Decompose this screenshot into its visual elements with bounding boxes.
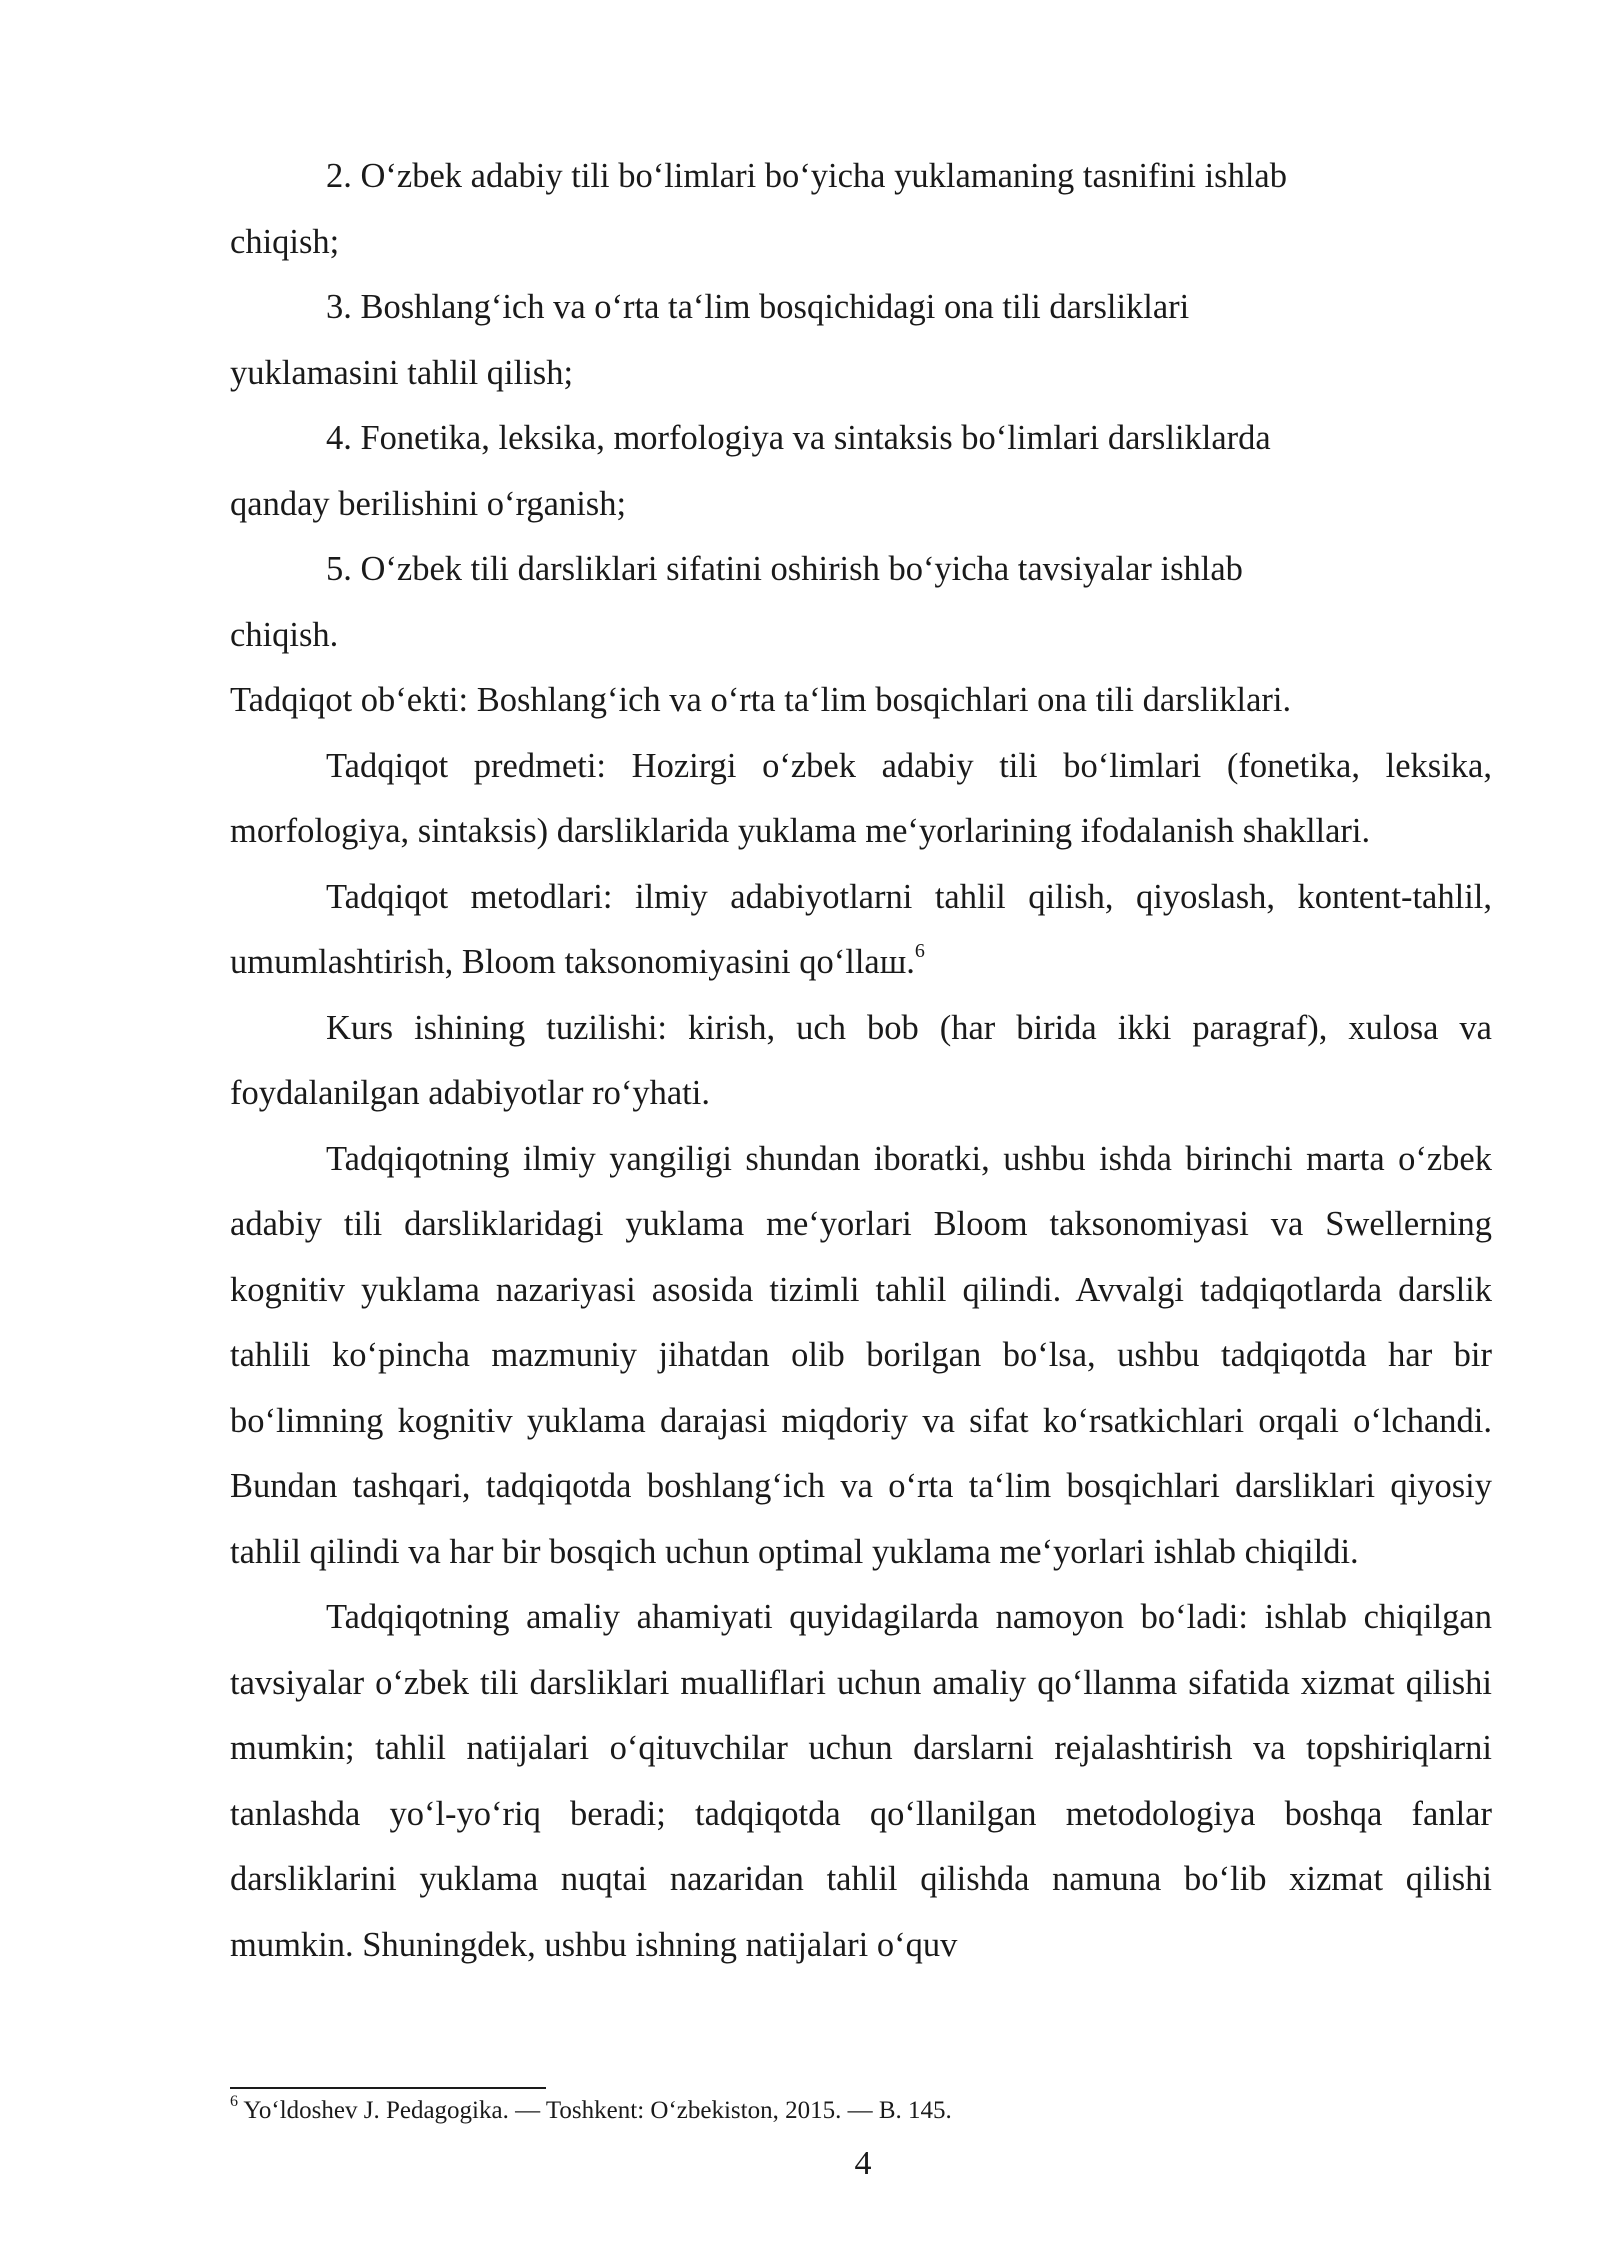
page-number: 4: [854, 2145, 872, 2182]
research-methods-text: Tadqiqot metodlari: ilmiy adabiyotlarni tahlil qilish, qiyoslash, kontent-tahlil, umumlashtirish, Bloom taksonomiyasini qo‘llaш.: [230, 877, 1492, 981]
scientific-novelty-paragraph: Tadqiqotning ilmiy yangiligi shundan iboratki, ushbu ishda birinchi marta o‘zbek adabiy tili darsliklaridagi yuklama me‘yorlari Bloom taksonomiyasi va Swellerning kognitiv yuklama nazariyasi asosida tizimli tahlil qilindi. Avvalgi tadqiqotlarda darslik tahlili ko‘pincha mazmuniy jihatdan olib borilgan bo‘lsa, ushbu tadqiqotda har bir bo‘limning kognitiv yuklama darajasi miqdoriy va sifat ko‘rsatkichlari orqali o‘lchandi. Bundan tashqari, tadqiqotda boshlang‘ich va o‘rta ta‘lim bosqichlari darsliklari qiyosiy tahlil qilindi va har bir bosqich uchun optimal yuklama me‘yorlari ishlab chiqildi.: [230, 1139, 1492, 1571]
list-item: [230, 144, 1492, 210]
list-item-first-line: 2. O‘zbek adabiy tili bo‘limlari bo‘yicha yuklamaning tasnifini ishlab: [326, 157, 1287, 195]
list-item: [230, 537, 1492, 603]
list-item-continuation: qanday berilishini o‘rganish;: [230, 484, 627, 523]
list-item-continuation: chiqish;: [230, 222, 340, 261]
practical-significance-paragraph: Tadqiqotning amaliy ahamiyati quyidagilarda namoyon bo‘ladi: ishlab chiqilgan tavsiyalar o‘zbek tili darsliklari mualliflari uchun amaliy qo‘llanma sifatida xizmat qilishi mumkin; tahlil natijalari o‘qituvchilar uchun darslarni rejalashtirish va topshiriqlarni tanlashda yo‘l-yo‘riq beradi; tadqiqotda qo‘llanilgan metodologiya boshqa fanlar darsliklarini yuklama nuqtai nazaridan tahlil qilishda namuna bo‘lib xizmat qilishi mumkin. Shuningdek, ushbu ishning natijalari o‘quv: [230, 1598, 1492, 1964]
list-item-continuation: chiqish.: [230, 615, 339, 654]
list-item-first-line: 3. Boshlang‘ich va o‘rta ta‘lim bosqichidagi ona tili darsliklari: [326, 288, 1190, 326]
list-item-first-line: 5. O‘zbek tili darsliklari sifatini oshirish bo‘yicha tavsiyalar ishlab: [326, 550, 1243, 588]
list-item-first-line: 4. Fonetika, leksika, morfologiya va sintaksis bo‘limlari darsliklarda: [326, 419, 1271, 457]
research-methods-paragraph: [230, 865, 1492, 996]
footnote-reference: 6: [914, 939, 925, 962]
work-structure-paragraph: Kurs ishining tuzilishi: kirish, uch bob (har birida ikki paragraf), xulosa va foydalanilgan adabiyotlar ro‘yhati.: [230, 1008, 1492, 1112]
research-subject-paragraph: Tadqiqot predmeti: Hozirgi o‘zbek adabiy tili bo‘limlari (fonetika, leksika, morfologiya, sintaksis) darsliklarida yuklama me‘yorlarining ifodalanish shakllari.: [230, 746, 1492, 850]
page-body: [230, 144, 1492, 1978]
research-object-paragraph: Tadqiqot ob‘ekti: Boshlang‘ich va o‘rta ta‘lim bosqichlari ona tili darsliklari.: [230, 681, 1292, 719]
footnote-separator: [230, 2087, 546, 2089]
list-item: [230, 406, 1492, 472]
footnote-number: 6: [230, 2092, 238, 2110]
list-item-continuation: yuklamasini tahlil qilish;: [230, 353, 574, 392]
list-item: [230, 275, 1492, 341]
footnote: [230, 2094, 952, 2128]
footnote-text: Yo‘ldoshev J. Pedagogika. — Toshkent: O‘zbekiston, 2015. — B. 145.: [243, 2097, 952, 2124]
